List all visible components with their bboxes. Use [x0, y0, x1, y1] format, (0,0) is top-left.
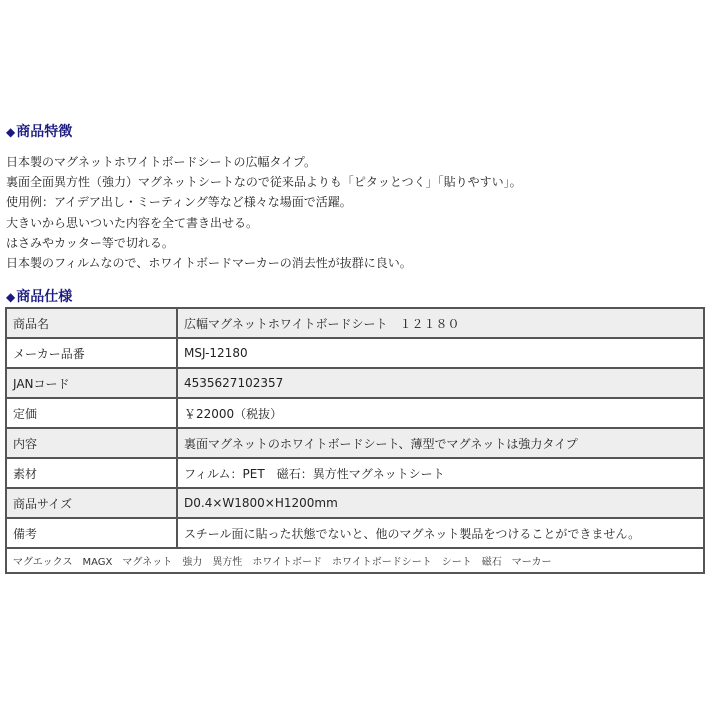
table-row [6, 488, 704, 518]
row-value: MSJ-12180 [177, 338, 704, 368]
diamond-icon: ◆ [6, 290, 16, 304]
tag: 磁石 [481, 557, 502, 568]
diamond-icon: ◆ [6, 125, 16, 139]
row-label: 商品サイズ [6, 488, 177, 518]
table-row [6, 428, 704, 458]
feature-line: 大きいから思いついた内容を全て書き出せる。 [6, 215, 259, 230]
row-value: D0.4×W1800×H1200mm [177, 488, 704, 518]
tags-cell [6, 548, 704, 573]
row-value: フィルム：PET 磁石：異方性マグネットシート [177, 458, 704, 488]
tag: 強力 [182, 557, 203, 568]
tag: マーカー [511, 557, 552, 568]
row-value: 広幅マグネットホワイトボードシート １２１８０ [177, 308, 704, 338]
tag: MAGX [82, 557, 113, 568]
feature-line: 裏面全面異方性（強力）マグネットシートなので従来品よりも「ピタッとつく」「貼りやすい」。 [6, 175, 522, 190]
tag: マグエックス [13, 557, 73, 568]
table-row [6, 398, 704, 428]
table-row [6, 518, 704, 548]
features-list [6, 152, 522, 273]
tag: マグネット [122, 557, 173, 568]
row-value: スチール面に貼った状態でないと、他のマグネット製品をつけることができません。 [177, 518, 704, 548]
row-label: 備考 [6, 518, 177, 548]
feature-line: 使用例：アイデア出し・ミーティング等など様々な場面で活躍。 [6, 195, 352, 210]
tags-row [6, 548, 704, 573]
row-label: 内容 [6, 428, 177, 458]
specs-heading [6, 286, 72, 306]
tag: シート [441, 557, 472, 568]
feature-line: はさみやカッター等で切れる。 [6, 235, 174, 250]
specs-heading-text: 商品仕様 [16, 289, 73, 305]
row-value: 裏面マグネットのホワイトボードシート、薄型でマグネットは強力タイプ [177, 428, 704, 458]
row-label: JANコード [6, 368, 177, 398]
row-value: ￥22000（税抜） [177, 398, 704, 428]
table-row [6, 338, 704, 368]
table-row [6, 308, 704, 338]
tag: ホワイトボード [252, 557, 323, 568]
feature-line: 日本製のマグネットホワイトボードシートの広幅タイプ。 [6, 155, 316, 169]
features-heading-text: 商品特徴 [16, 124, 73, 140]
row-label: 素材 [6, 458, 177, 488]
tag: 異方性 [212, 557, 243, 568]
row-label: 商品名 [6, 308, 177, 338]
table-row [6, 458, 704, 488]
row-label: メーカー品番 [6, 338, 177, 368]
specs-table [5, 307, 705, 574]
features-heading [6, 121, 72, 141]
tag: ホワイトボードシート [332, 557, 432, 568]
feature-line: 日本製のフィルムなので、ホワイトボードマーカーの消去性が抜群に良い。 [6, 256, 412, 271]
row-label: 定価 [6, 398, 177, 428]
table-row [6, 368, 704, 398]
row-value: 4535627102357 [177, 368, 704, 398]
